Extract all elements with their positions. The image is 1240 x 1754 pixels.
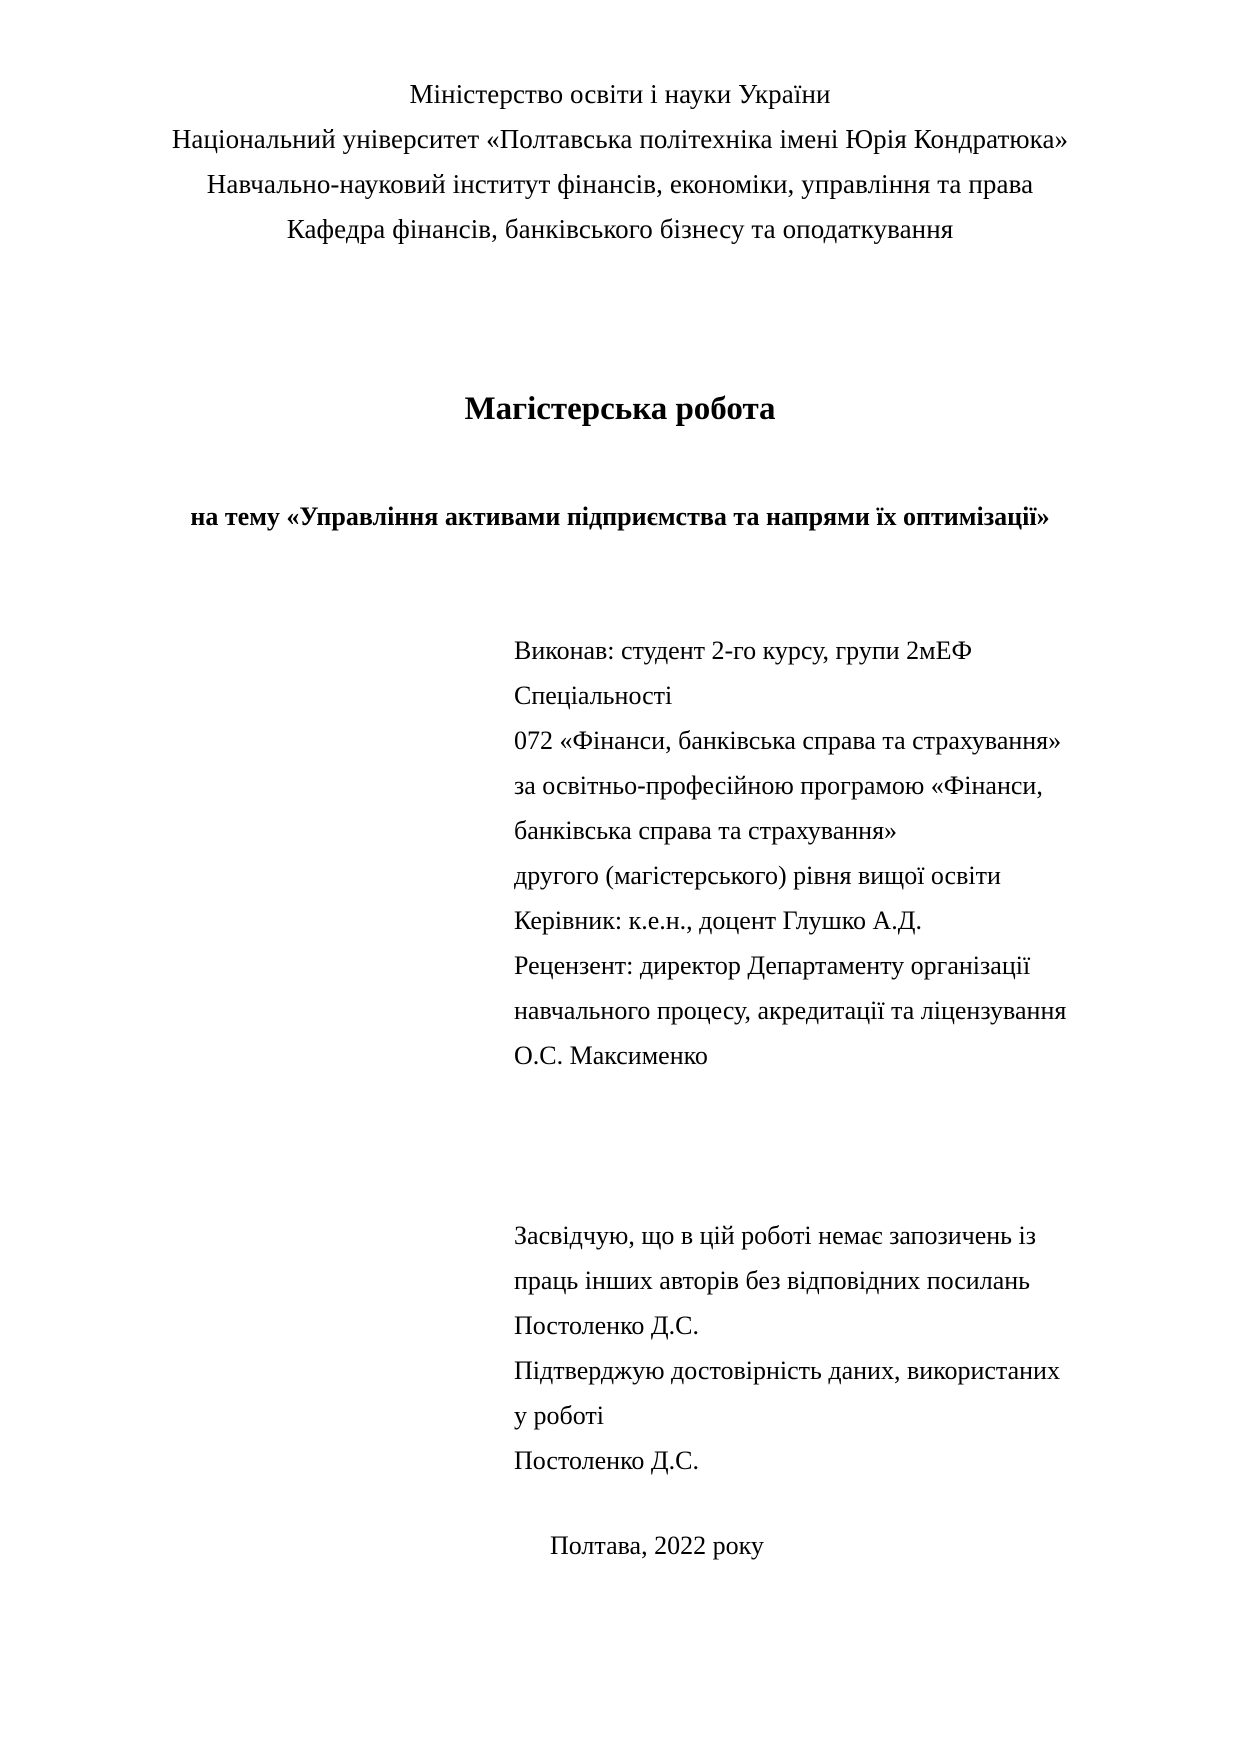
detail-supervisor: Керівник: к.е.н., доцент Глушко А.Д.: [514, 906, 923, 935]
detail-reviewer-line-1: Рецензент: директор Департаменту організації: [514, 951, 1031, 980]
declaration-data-line-2: у роботі: [514, 1401, 604, 1430]
header-line-institute: Навчально-науковий інститут фінансів, економіки, управління та права: [206, 169, 1034, 199]
header-line-ministry: Міністерство освіти і науки України: [409, 79, 831, 109]
place-and-year: Полтава, 2022 року: [550, 1531, 764, 1560]
declaration-block: [514, 1213, 1074, 1483]
detail-author-group: Виконав: студент 2-го курсу, групи 2мЕФ: [514, 636, 973, 665]
page-title: Магістерська робота: [464, 391, 776, 427]
detail-programme-line-2: банківська справа та страхування»: [514, 816, 898, 845]
detail-reviewer-line-2: навчального процесу, акредитації та ліцензування: [514, 996, 1067, 1025]
detail-programme-line-1: за освітньо-професійною програмою «Фінанси,: [514, 771, 1043, 800]
declaration-data-line-1: Підтверджую достовірність даних, використаних: [514, 1356, 1060, 1385]
declaration-originality-line-2: праць інших авторів без відповідних посилань: [514, 1266, 1031, 1295]
detail-specialty-label: Спеціальності: [514, 681, 673, 710]
header-line-university: Національний університет «Полтавська політехніка імені Юрія Кондратюка»: [171, 124, 1069, 154]
thesis-topic: на тему «Управління активами підприємства та напрями їх оптимізації»: [190, 502, 1050, 531]
detail-specialty-code: 072 «Фінанси, банківська справа та страхування»: [514, 726, 1062, 755]
institution-header: [110, 72, 1130, 252]
declaration-signature-1: Постоленко Д.С.: [514, 1311, 699, 1340]
detail-reviewer-name: О.С. Максименко: [514, 1041, 708, 1070]
author-details-block: [514, 628, 1074, 1078]
header-line-department: Кафедра фінансів, банківського бізнесу та оподаткування: [286, 214, 954, 244]
declaration-originality-line-1: Засвідчую, що в цій роботі немає запозичень із: [514, 1221, 1037, 1250]
detail-degree-level: другого (магістерського) рівня вищої освіти: [514, 861, 1001, 890]
declaration-signature-2: Постоленко Д.С.: [514, 1446, 699, 1475]
